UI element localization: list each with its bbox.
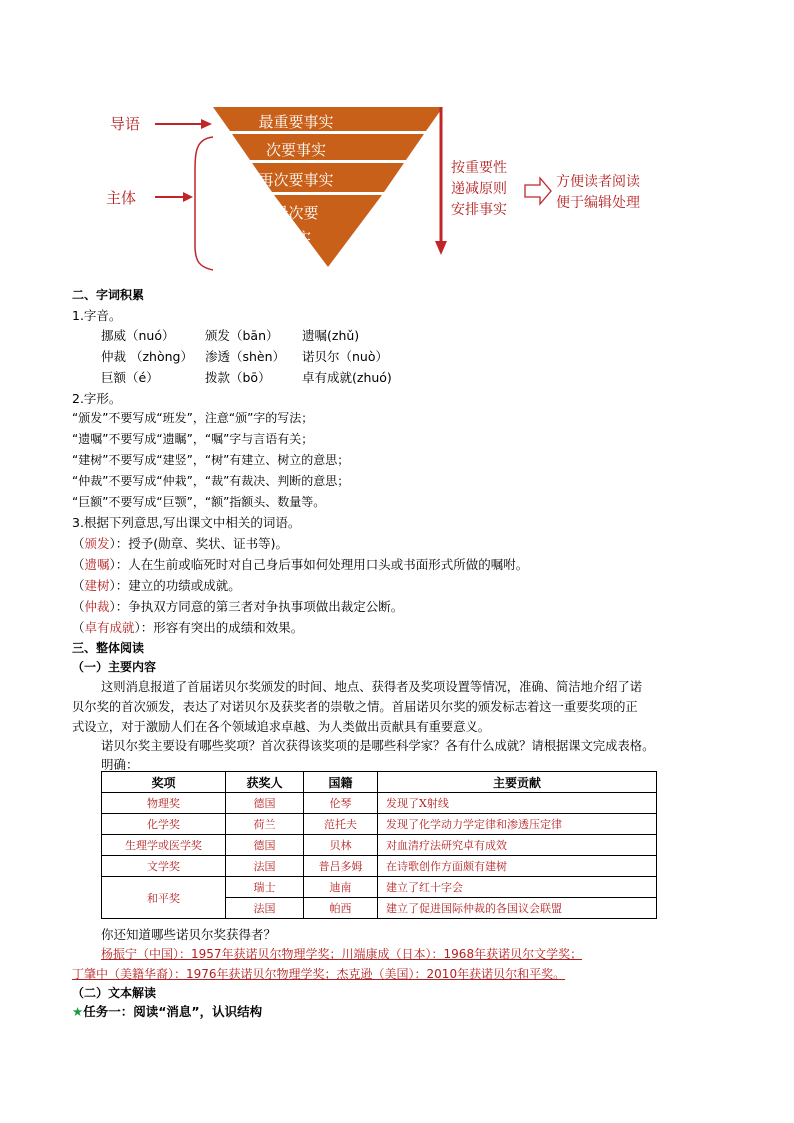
pyramid-label-4: 最次要 <box>273 204 319 222</box>
country-cell: 德国 <box>226 793 304 814</box>
table-header: 主要贡献 <box>378 772 657 793</box>
section3-heading: 三、整体阅读 <box>72 641 145 655</box>
answer-label: 明确： <box>101 757 139 772</box>
result-arrow <box>525 178 551 204</box>
country-cell: 荷兰 <box>226 814 304 835</box>
extra-answer-line: 丁肇中（美籍华裔）：1976年获诺贝尔物理学奖；杰克逊（美国）：2010年获诺贝尔和平奖。 <box>72 967 566 981</box>
form-title: 2.字形。 <box>72 391 122 406</box>
contribution-cell: 在诗歌创作方面颇有建树 <box>378 856 657 877</box>
country-cell: 瑞士 <box>226 877 304 898</box>
lead-label: 导语 <box>110 115 141 133</box>
prize-cell: 物理奖 <box>102 793 226 814</box>
contribution-cell: 发现了X射线 <box>378 793 657 814</box>
table-row <box>102 856 657 877</box>
pron-item: 仲裁 （zhòng） <box>101 349 193 364</box>
star-icon: ★ <box>72 1004 84 1019</box>
form-line: “仲裁”不要写成“仲栽”，“裁”有裁决、判断的意思； <box>72 474 350 488</box>
prize-cell: 化学奖 <box>102 814 226 835</box>
pron-item: 卓有成就(zhuó) <box>302 370 392 385</box>
table-header: 奖项 <box>102 772 226 793</box>
table-row <box>102 877 657 898</box>
paragraph-line: 式设立，对于激励人们在各个领域追求卓越、为人类做出贡献具有重要意义。 <box>72 720 491 734</box>
pron-item: 诺贝尔（nuò） <box>302 349 388 364</box>
main-content-heading: （一）主要内容 <box>72 660 157 674</box>
form-line: “遗嘱”不要写成“遗瞩”，“嘱”字与言语有关； <box>72 432 314 446</box>
task-heading: ★任务一：阅读“消息”，认识结构 <box>72 1004 263 1019</box>
laureate-cell: 贝林 <box>304 835 378 856</box>
pyramid-label-3: 再次要事实 <box>258 171 334 189</box>
country-cell: 德国 <box>226 835 304 856</box>
table-question: 诺贝尔奖主要设有哪些奖项？首次获得该奖项的是哪些科学家？各有什么成就？请根据课文完成表格。 <box>101 739 655 753</box>
pyramid-label-5: 事实 <box>280 229 311 247</box>
extra-answer-line: 杨振宁（中国）：1957年获诺贝尔物理学奖；川端康成（日本）：1968年获诺贝尔文学奖； <box>101 947 583 961</box>
vocab-item: （遗嘱）：人在生前或临死时对自己身后事如何处理用口头或书面形式所做的嘱咐。 <box>72 557 529 572</box>
pyramid-label-2: 次要事实 <box>265 141 326 159</box>
prize-cell: 和平奖 <box>102 877 226 919</box>
laureate-cell: 范托夫 <box>304 814 378 835</box>
vocab-item: （卓有成就）：形容有突出的成绩和效果。 <box>72 620 304 635</box>
table-row <box>102 793 657 814</box>
table-row <box>102 835 657 856</box>
body-label: 主体 <box>106 189 137 207</box>
section2-heading: 二、字词积累 <box>72 288 145 302</box>
vocab-item: （颁发）：授予(勋章、奖状、证书等)。 <box>72 536 289 551</box>
result-text-2: 便于编辑处理 <box>556 195 640 211</box>
paragraph-line: 这则消息报道了首届诺贝尔奖颁发的时间、地点、获得者及奖项设置等情况，准确、简洁地介绍了诺 <box>101 680 643 694</box>
pron-item: 挪威（nuó） <box>101 328 175 343</box>
awards-table <box>101 771 657 919</box>
form-line: “颁发”不要写成“班发”，注意“颁”字的写法； <box>72 411 314 425</box>
table-header: 获奖人 <box>226 772 304 793</box>
prize-cell: 生理学或医学奖 <box>102 835 226 856</box>
table-header-row <box>102 772 657 793</box>
body-brace <box>195 137 213 270</box>
contribution-cell: 对血清疗法研究卓有成效 <box>378 835 657 856</box>
pron-item: 遗嘱(zhǔ) <box>302 328 360 343</box>
laureate-cell: 迪南 <box>304 877 378 898</box>
vocab-item: （仲裁）：争执双方同意的第三者对争执事项做出裁定公断。 <box>72 599 404 614</box>
contribution-cell: 建立了促进国际仲裁的各国议会联盟 <box>378 898 657 919</box>
pron-item: 巨额（é） <box>101 370 159 385</box>
result-text-1: 方便读者阅读 <box>556 174 640 190</box>
form-line: “建树”不要写成“建竖”，“树”有建立、树立的意思； <box>72 453 350 467</box>
table-row <box>102 814 657 835</box>
pron-item: 拨款（bō） <box>205 370 271 385</box>
vocab-title: 3.根据下列意思,写出课文中相关的词语。 <box>72 515 301 530</box>
order-text-3: 安排事实 <box>451 202 507 218</box>
laureate-cell: 普吕多姆 <box>304 856 378 877</box>
contribution-cell: 发现了化学动力学定律和渗透压定律 <box>378 814 657 835</box>
pyramid-label-1: 最重要事实 <box>258 113 334 131</box>
extra-question: 你还知道哪些诺贝尔奖获得者？ <box>101 927 277 942</box>
country-cell: 法国 <box>226 898 304 919</box>
pron-item: 颁发（bān） <box>205 328 279 343</box>
prize-cell: 文学奖 <box>102 856 226 877</box>
table-header: 国籍 <box>304 772 378 793</box>
order-text-2: 递减原则 <box>451 181 507 197</box>
laureate-cell: 帕西 <box>304 898 378 919</box>
contribution-cell: 建立了红十字会 <box>378 877 657 898</box>
form-line: “巨额”不要写成“巨颚”，“额”指额头、数量等。 <box>72 495 326 509</box>
pron-item: 渗透（shèn） <box>205 349 286 364</box>
laureate-cell: 伦琴 <box>304 793 378 814</box>
vocab-item: （建树）：建立的功绩或成就。 <box>72 578 241 593</box>
order-text-1: 按重要性 <box>451 160 507 176</box>
pronunciation-title: 1.字音。 <box>72 308 122 323</box>
text-analysis-heading: （二）文本解读 <box>72 986 157 1000</box>
paragraph-line: 贝尔奖的首次颁发，表达了对诺贝尔及获奖者的崇敬之情。首届诺贝尔奖的颁发标志着这一重要奖项的正 <box>72 700 638 714</box>
country-cell: 法国 <box>226 856 304 877</box>
